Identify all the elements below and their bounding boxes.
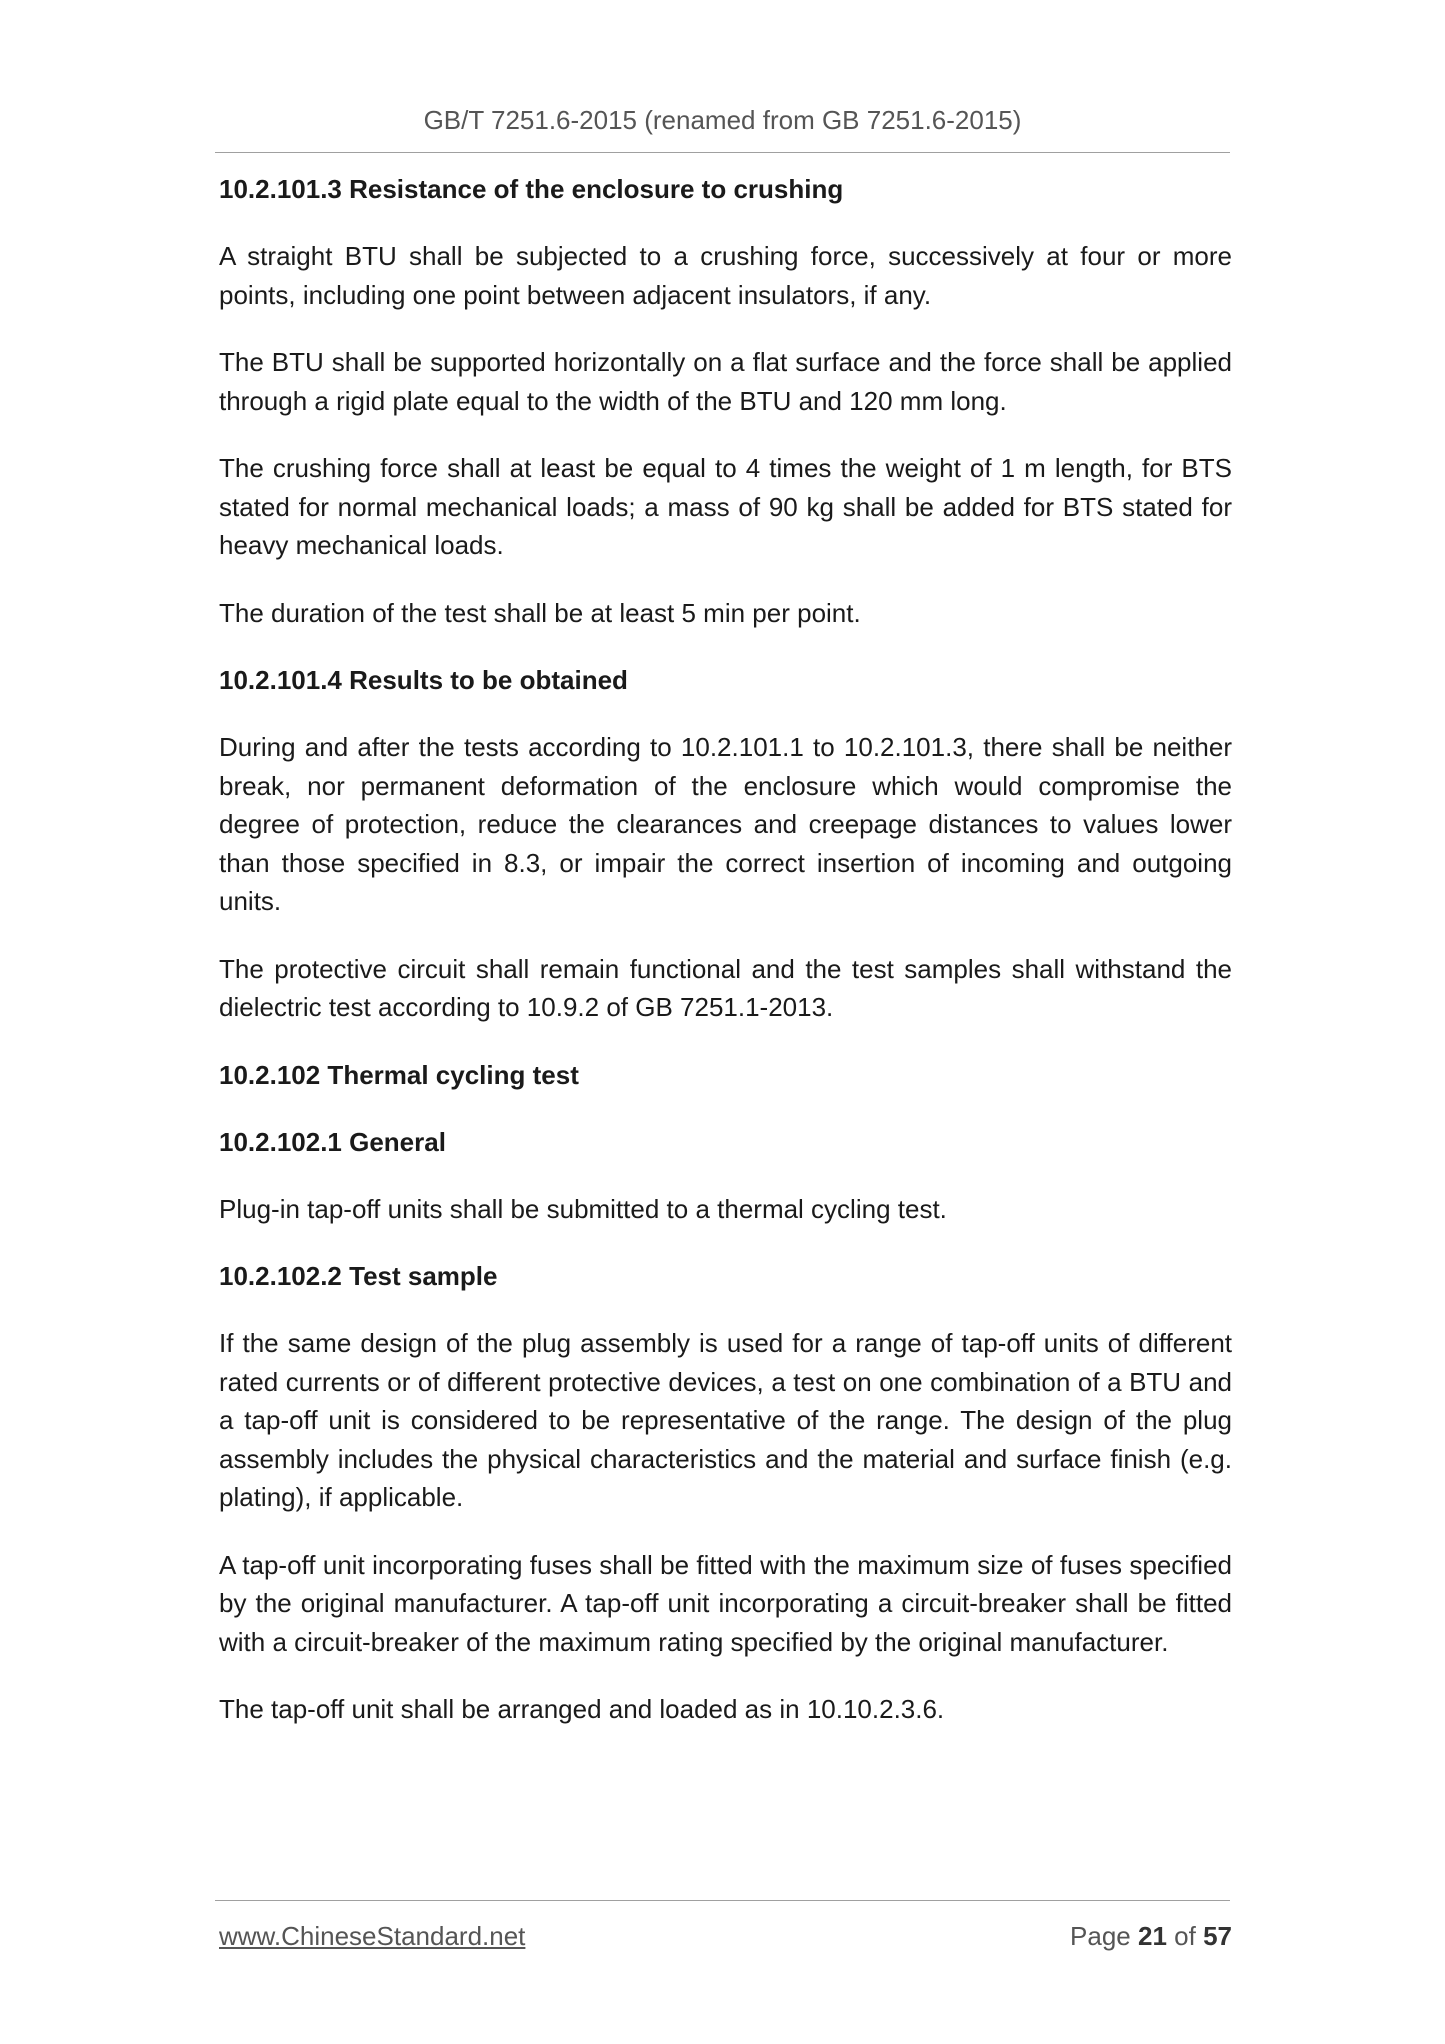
page-header: GB/T 7251.6-2015 (renamed from GB 7251.6-2015) [423, 105, 1022, 135]
of-label: of [1174, 1921, 1196, 1951]
footer-divider [215, 1900, 1230, 1901]
page-content [219, 170, 1232, 1758]
header-divider [215, 152, 1230, 153]
section-heading: 10.2.101.3 Resistance of the enclosure to crushing [219, 174, 844, 204]
paragraph: The tap-off unit shall be arranged and loaded as in 10.10.2.3.6. [219, 1694, 945, 1724]
paragraph: The protective circuit shall remain functional and the test samples shall withstand the dielectric test according to 10.9.2 of GB 7251.1-2013. [219, 953, 1232, 1022]
paragraph: During and after the tests according to 10.2.101.1 to 10.2.101.3, there shall be neither break, nor permanent deformation of the enclosure which would compromise the degree of protection, reduce the clearances and creepage distances to values lower than those specified in 8.3, or impair the correct insertion of incoming and outgoing units. [219, 732, 1232, 916]
page-total: 57 [1203, 1921, 1232, 1951]
paragraph: If the same design of the plug assembly is used for a range of tap-off units of different rated currents or of different protective devices, a test on one combination of a BTU and a tap-off unit is considered to be representative of the range. The design of the plug assembly includes the physical characteristics and the material and surface finish (e.g. plating), if applicable. [219, 1328, 1232, 1512]
page-current: 21 [1138, 1921, 1167, 1951]
section-heading: 10.2.101.4 Results to be obtained [219, 665, 628, 695]
website-link[interactable]: www.ChineseStandard.net [219, 1921, 526, 1951]
page-label: Page [1070, 1921, 1131, 1951]
page-footer [219, 1916, 1232, 1956]
paragraph: The crushing force shall at least be equal to 4 times the weight of 1 m length, for BTS stated for normal mechanical loads; a mass of 90 kg shall be added for BTS stated for heavy mechanical loads. [219, 453, 1232, 560]
paragraph: A straight BTU shall be subjected to a crushing force, successively at four or more points, including one point between adjacent insulators, if any. [219, 241, 1232, 310]
paragraph: The BTU shall be supported horizontally on a flat surface and the force shall be applied through a rigid plate equal to the width of the BTU and 120 mm long. [219, 347, 1232, 416]
paragraph: Plug-in tap-off units shall be submitted to a thermal cycling test. [219, 1193, 947, 1224]
page-number [1070, 1916, 1232, 1956]
section-heading: 10.2.102 Thermal cycling test [219, 1059, 579, 1090]
subsection-heading: 10.2.102.1 General [219, 1126, 446, 1157]
subsection-heading: 10.2.102.2 Test sample [219, 1261, 498, 1291]
paragraph: A tap-off unit incorporating fuses shall be fitted with the maximum size of fuses specified by the original manufacturer. A tap-off unit incorporating a circuit-breaker shall be fitted with a circuit-breaker of the maximum rating specified by the original manufacturer. [219, 1549, 1232, 1657]
paragraph: The duration of the test shall be at least 5 min per point. [219, 597, 861, 628]
